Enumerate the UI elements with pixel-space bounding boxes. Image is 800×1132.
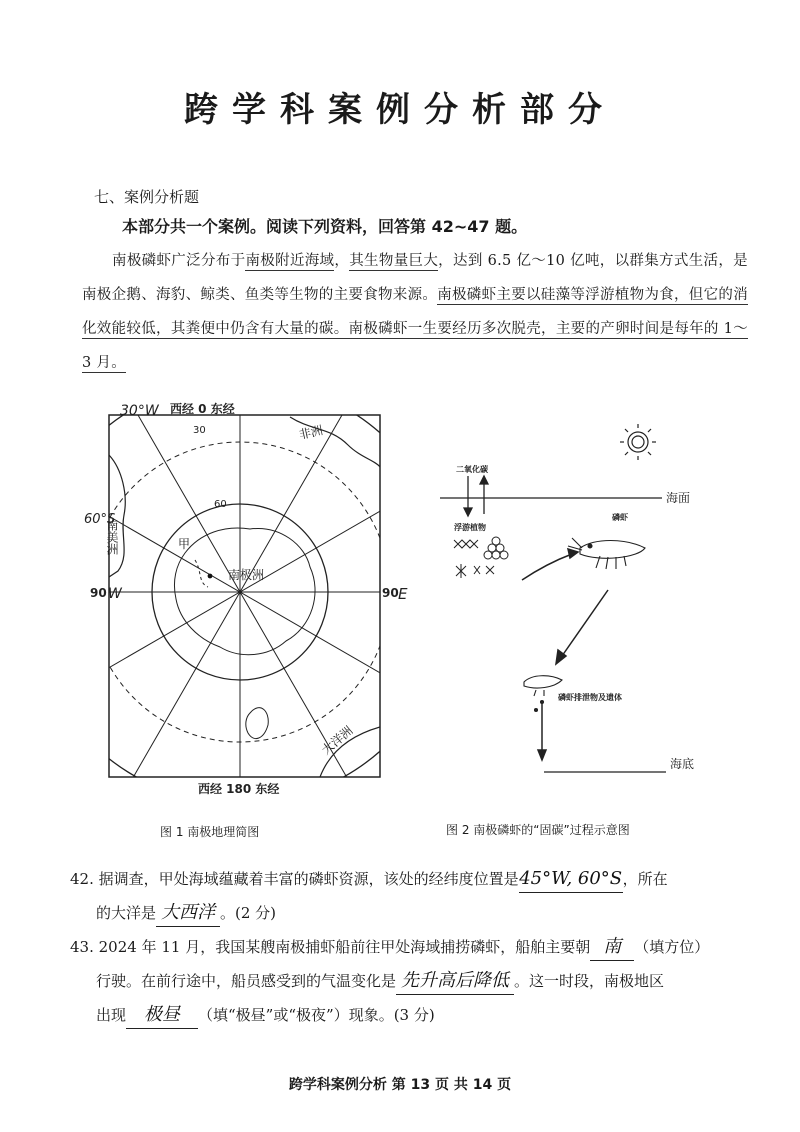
- question-text: 2024 年 11 月，我国某艘南极捕虾船前往甲处海域捕捞磷虾，船舶主要朝: [98, 938, 591, 956]
- question-text: 出现: [96, 1006, 127, 1024]
- question-text: ，所在: [622, 870, 668, 888]
- figure2-caption: 图 2 南极磷虾的“固碳”过程示意图: [446, 823, 630, 837]
- question-text: （填方位）: [634, 938, 710, 956]
- handwritten-30w: 30°W: [120, 403, 159, 419]
- answer-blank-ocean[interactable]: 大西洋: [156, 900, 220, 927]
- question-number: 42.: [70, 870, 94, 888]
- question-text: 。(2 分): [220, 904, 277, 922]
- figure1-caption: 图 1 南极地理简图: [160, 825, 260, 839]
- label-oceania: 大洋洲: [318, 723, 356, 758]
- question-text: 的大洋是: [96, 904, 157, 922]
- page-title: 跨学科案例分析部分: [184, 90, 616, 130]
- page-footer: 跨学科案例分析 第 13 页 共 14 页: [288, 1077, 512, 1093]
- answer-blank-temperature[interactable]: 先升高后降低: [396, 968, 514, 995]
- passage-text: ，: [334, 253, 350, 269]
- africa-coast: [290, 417, 380, 467]
- label-africa: 非洲: [297, 423, 325, 442]
- new-zealand-coast: [246, 708, 268, 739]
- handwritten-e: E: [398, 585, 408, 603]
- antarctica-coastline: [174, 528, 315, 655]
- label-south-america: 南美洲: [105, 519, 119, 555]
- label-top-meridian: 西经 0 东经: [170, 402, 235, 416]
- passage-text: ，达到 6.5 亿～10 亿吨，以群集方式生活，是南极企鹅、海豹、鲸类、鱼类等生物的主要食物来源。: [82, 253, 748, 303]
- antarctic-map: [84, 395, 410, 805]
- handwritten-w: W: [108, 586, 122, 602]
- label-lat30: 30: [193, 425, 206, 436]
- passage-underline: 其生物量巨大: [349, 253, 439, 269]
- label-90w: 90: [90, 586, 107, 600]
- label-bottom-meridian: 西经 180 东经: [198, 782, 280, 796]
- question-text: 。这一时段，南极地区: [514, 972, 665, 990]
- flow-arrows: [522, 549, 608, 760]
- label-lat60: 60: [214, 499, 227, 510]
- handwritten-60s: 60°S: [84, 512, 116, 527]
- question-text: 行驶。在前行途中，船员感受到的气温变化是: [96, 972, 397, 990]
- co2-arrows: [464, 476, 488, 516]
- point-jia-marker: [208, 574, 213, 579]
- plankton-icon: [454, 537, 508, 578]
- label-plankton: 浮游植物: [454, 523, 486, 532]
- label-excreta: 磷虾排泄物及遗体: [558, 693, 622, 702]
- section-intro: 本部分共一个案例。阅读下列资料，回答第 42~47 题。: [122, 217, 528, 236]
- answer-blank-direction[interactable]: 南: [590, 934, 634, 961]
- carbon-fixation-diagram: [440, 420, 740, 780]
- antarctic-peninsula: [195, 560, 208, 587]
- label-90e: 90: [382, 586, 399, 600]
- answer-blank-polar[interactable]: 极昼: [126, 1002, 198, 1029]
- label-krill: 磷虾: [612, 513, 628, 522]
- sun-icon: [620, 424, 656, 460]
- krill-icon: [568, 538, 645, 569]
- map-frame: [109, 415, 380, 777]
- answer-blank-coordinates[interactable]: 45°W, 60°S: [519, 866, 623, 893]
- passage-underline: 南极磷虾一生要经历多次脱壳，主要的产卵时间是每年的 1～3 月。: [82, 321, 748, 371]
- question-text: （填“极昼”或“极夜”）现象。(3 分): [198, 1006, 435, 1024]
- label-antarctica: 南极洲: [228, 568, 265, 582]
- label-point-jia: 甲: [178, 537, 191, 551]
- krill-remains-icon: [524, 676, 562, 712]
- section-heading: 七、案例分析题: [94, 188, 200, 206]
- label-sea-surface: 海面: [666, 491, 691, 505]
- passage-underline: 南极附近海域: [245, 253, 335, 269]
- label-co2: 二氧化碳: [456, 465, 488, 474]
- label-sea-floor: 海底: [670, 757, 695, 771]
- question-text: 据调查，甲处海域蕴藏着丰富的磷虾资源，该处的经纬度位置是: [98, 870, 519, 888]
- question-43: [70, 930, 750, 1032]
- passage-underline: 南极磷虾主要以硅藻等浮游植物为食，但它的消化效能较低，其粪便中仍含有大量的碳。: [82, 287, 749, 337]
- question-number: 43.: [70, 938, 94, 956]
- passage-text: 南极磷虾广泛分布于: [112, 253, 246, 269]
- reading-passage: [82, 244, 748, 380]
- question-42: [70, 862, 750, 930]
